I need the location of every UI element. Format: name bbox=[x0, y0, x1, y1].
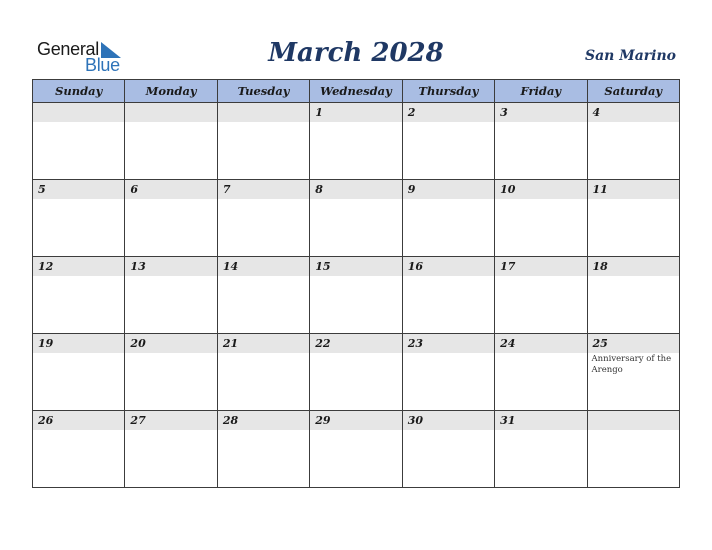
day-number: 7 bbox=[218, 180, 309, 199]
day-cell bbox=[495, 180, 587, 257]
day-cell bbox=[402, 411, 494, 488]
country-label: San Marino bbox=[584, 48, 676, 64]
day-cell bbox=[217, 103, 309, 180]
day-number: 17 bbox=[495, 257, 586, 276]
day-cell bbox=[587, 334, 679, 411]
weekday-header: Friday bbox=[495, 80, 587, 103]
weekday-header: Tuesday bbox=[217, 80, 309, 103]
weekday-header: Sunday bbox=[33, 80, 125, 103]
day-cell bbox=[402, 334, 494, 411]
day-cell bbox=[310, 257, 402, 334]
day-cell bbox=[125, 411, 217, 488]
weekday-header: Monday bbox=[125, 80, 217, 103]
day-number: 2 bbox=[403, 103, 494, 122]
day-number: 28 bbox=[218, 411, 309, 430]
day-cell bbox=[402, 180, 494, 257]
day-cell bbox=[217, 180, 309, 257]
day-number: 12 bbox=[33, 257, 124, 276]
logo-text-blue: Blue bbox=[85, 55, 120, 75]
day-number: 25 bbox=[588, 334, 679, 353]
day-number: 26 bbox=[33, 411, 124, 430]
page-title: March 2028 bbox=[268, 38, 444, 68]
day-cell bbox=[495, 257, 587, 334]
day-cell bbox=[33, 180, 125, 257]
weekday-header: Wednesday bbox=[310, 80, 402, 103]
day-number: 27 bbox=[125, 411, 216, 430]
day-number: 6 bbox=[125, 180, 216, 199]
day-cell bbox=[33, 334, 125, 411]
day-cell bbox=[495, 103, 587, 180]
day-cell bbox=[310, 411, 402, 488]
day-number: 23 bbox=[403, 334, 494, 353]
weekday-header: Saturday bbox=[587, 80, 679, 103]
day-cell bbox=[125, 103, 217, 180]
day-number: 11 bbox=[588, 180, 679, 199]
day-number: 1 bbox=[310, 103, 401, 122]
day-number: 15 bbox=[310, 257, 401, 276]
day-number: 21 bbox=[218, 334, 309, 353]
day-cell bbox=[402, 257, 494, 334]
week-row bbox=[33, 257, 680, 334]
day-cell bbox=[495, 334, 587, 411]
day-cell bbox=[495, 411, 587, 488]
weekday-header-row bbox=[33, 80, 680, 103]
day-number: 5 bbox=[33, 180, 124, 199]
day-number: 22 bbox=[310, 334, 401, 353]
day-cell bbox=[125, 180, 217, 257]
day-number: 4 bbox=[588, 103, 679, 122]
day-cell bbox=[587, 103, 679, 180]
day-number: 10 bbox=[495, 180, 586, 199]
holiday-event: Anniversary of the Arengo bbox=[591, 354, 672, 375]
day-number: 8 bbox=[310, 180, 401, 199]
day-number bbox=[125, 103, 216, 122]
day-cell bbox=[310, 180, 402, 257]
day-cell bbox=[33, 103, 125, 180]
week-row bbox=[33, 103, 680, 180]
day-number: 29 bbox=[310, 411, 401, 430]
day-cell bbox=[125, 257, 217, 334]
week-row bbox=[33, 411, 680, 488]
day-number bbox=[218, 103, 309, 122]
weekday-header: Thursday bbox=[402, 80, 494, 103]
day-number bbox=[33, 103, 124, 122]
calendar-grid bbox=[32, 79, 680, 488]
day-cell bbox=[217, 257, 309, 334]
day-number bbox=[588, 411, 679, 430]
day-number: 31 bbox=[495, 411, 586, 430]
day-number: 3 bbox=[495, 103, 586, 122]
day-number: 16 bbox=[403, 257, 494, 276]
day-cell bbox=[217, 411, 309, 488]
day-cell bbox=[402, 103, 494, 180]
day-cell bbox=[587, 180, 679, 257]
day-number: 14 bbox=[218, 257, 309, 276]
day-cell bbox=[125, 334, 217, 411]
logo-text-general: General bbox=[37, 39, 99, 59]
day-cell bbox=[310, 103, 402, 180]
week-row bbox=[33, 180, 680, 257]
day-number: 9 bbox=[403, 180, 494, 199]
day-cell bbox=[33, 257, 125, 334]
day-cell bbox=[310, 334, 402, 411]
day-number: 24 bbox=[495, 334, 586, 353]
week-row bbox=[33, 334, 680, 411]
day-cell bbox=[587, 257, 679, 334]
day-cell bbox=[587, 411, 679, 488]
day-number: 20 bbox=[125, 334, 216, 353]
day-number: 13 bbox=[125, 257, 216, 276]
day-number: 18 bbox=[588, 257, 679, 276]
day-number: 30 bbox=[403, 411, 494, 430]
day-cell bbox=[217, 334, 309, 411]
day-number: 19 bbox=[33, 334, 124, 353]
day-cell bbox=[33, 411, 125, 488]
